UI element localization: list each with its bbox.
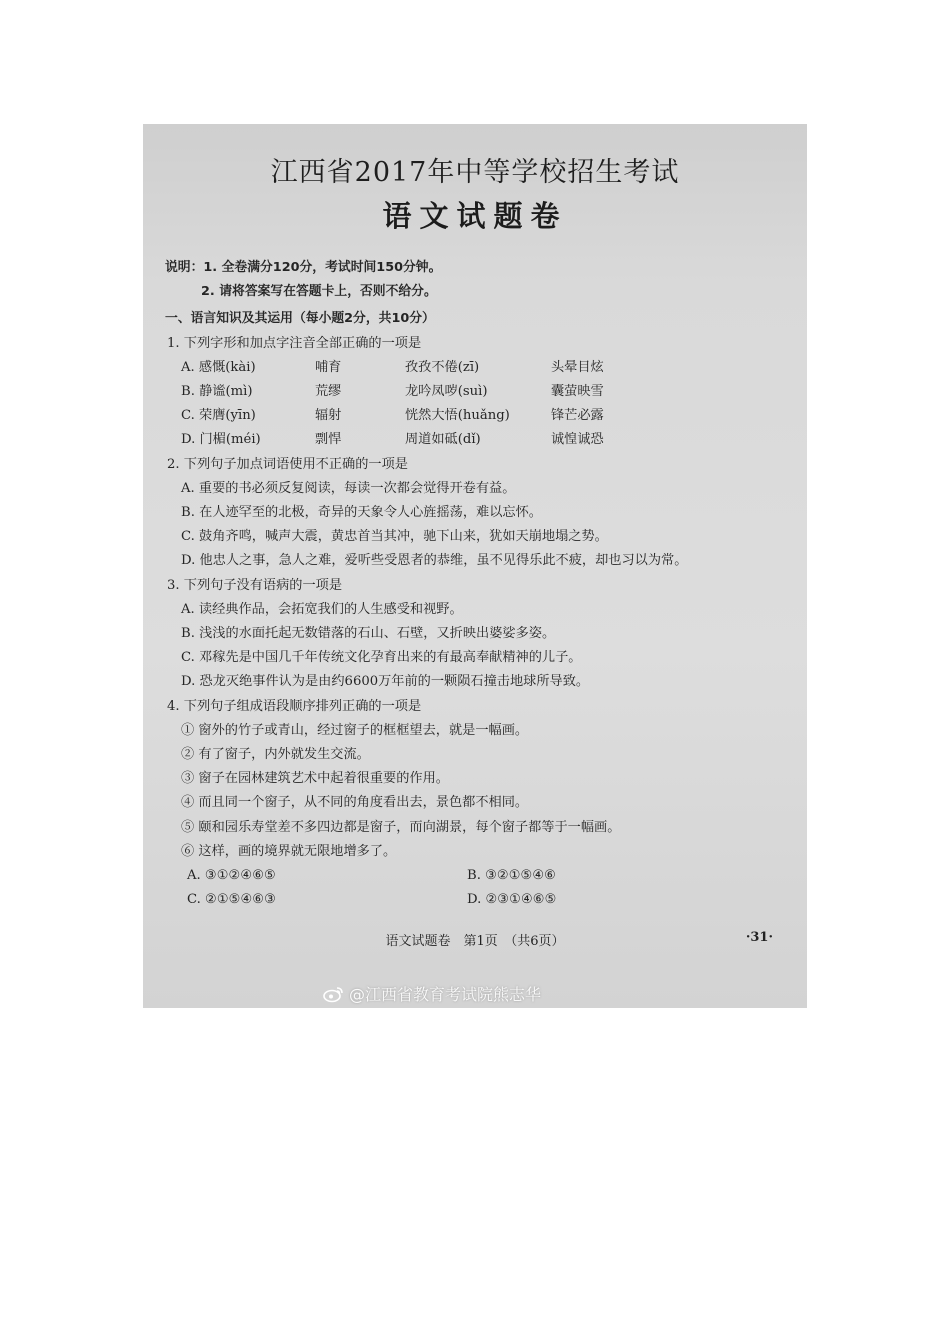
option-cell: 恍然大悟(huǎng) bbox=[405, 408, 510, 424]
question-3-option-b: B. 浅浅的水面托起无数错落的石山、石壁，又折映出婆娑多姿。 bbox=[181, 626, 556, 642]
exam-body bbox=[165, 256, 785, 912]
option-cell: 荒缪 bbox=[315, 384, 342, 400]
option-cell: 诚惶诚恐 bbox=[551, 432, 604, 448]
option-cell: 头晕目炫 bbox=[551, 359, 604, 375]
question-1-row-d bbox=[165, 428, 785, 452]
exam-subtitle: 语文试题卷 bbox=[382, 199, 568, 233]
page-footer: 语文试题卷 第1页 （共6页） bbox=[385, 934, 565, 949]
question-4-sentence-4: ④ 而且同一个窗子，从不同的角度看出去，景色都不相同。 bbox=[181, 795, 529, 811]
instruction-line-2: 2. 请将答案写在答题卡上，否则不给分。 bbox=[201, 284, 437, 300]
question-3-option-d: D. 恐龙灭绝事件认为是由约6600万年前的一颗陨石撞击地球所导致。 bbox=[181, 674, 590, 690]
question-2-option-c: C. 鼓角齐鸣，喊声大震，黄忠首当其冲，驰下山来，犹如天崩地塌之势。 bbox=[181, 529, 608, 545]
question-1-row-b bbox=[165, 380, 785, 404]
question-4-sentence-5: ⑤ 颐和园乐寿堂差不多四边都是窗子，而向湖景，每个窗子都等于一幅画。 bbox=[181, 819, 621, 835]
instruction-line-1: 说明：1. 全卷满分120分，考试时间150分钟。 bbox=[165, 260, 442, 275]
option-cell: 辐射 bbox=[315, 408, 342, 424]
question-3-stem: 3. 下列句子没有语病的一项是 bbox=[167, 577, 343, 593]
section-heading: 一、语言知识及其运用（每小题2分，共10分） bbox=[165, 311, 435, 327]
question-4-choices-ab bbox=[165, 864, 785, 888]
choice-a: A. ③①②④⑥⑤ bbox=[187, 868, 276, 884]
question-2-option-b: B. 在人迹罕至的北极，奇异的天象令人心旌摇荡，难以忘怀。 bbox=[181, 505, 542, 521]
option-cell: C. 荣膺(yīn) bbox=[181, 408, 256, 424]
question-4-choices-cd bbox=[165, 888, 785, 912]
exam-title: 江西省2017年中等学校招生考试 bbox=[270, 157, 680, 188]
question-3-option-c: C. 邓稼先是中国几千年传统文化孕育出来的有最高奉献精神的儿子。 bbox=[181, 650, 582, 666]
question-4-stem: 4. 下列句子组成语段顺序排列正确的一项是 bbox=[167, 698, 422, 714]
option-cell: 剽悍 bbox=[315, 432, 342, 448]
option-cell: 龙吟凤哕(suì) bbox=[405, 384, 488, 400]
question-4-sentence-3: ③ 窗子在园林建筑艺术中起着很重要的作用。 bbox=[181, 771, 449, 787]
question-2-stem: 2. 下列句子加点词语使用不正确的一项是 bbox=[167, 456, 408, 472]
question-3-option-a: A. 读经典作品，会拓宽我们的人生感受和视野。 bbox=[181, 601, 463, 617]
question-1-stem: 1. 下列字形和加点字注音全部正确的一项是 bbox=[167, 335, 422, 351]
option-cell: 囊萤映雪 bbox=[551, 384, 604, 400]
page-number: ·31· bbox=[745, 930, 773, 945]
question-2-option-d: D. 他忠人之事，急人之难，爱听些受恩者的恭维，虽不见得乐此不疲，却也习以为常。 bbox=[181, 553, 688, 569]
question-2-option-a: A. 重要的书必须反复阅读，每读一次都会觉得开卷有益。 bbox=[181, 480, 516, 496]
option-cell: B. 静谧(mì) bbox=[181, 384, 253, 400]
question-1-row-a bbox=[165, 356, 785, 380]
question-4-sentence-2: ② 有了窗子，内外就发生交流。 bbox=[181, 747, 370, 763]
option-cell: 孜孜不倦(zī) bbox=[405, 359, 480, 375]
option-cell: 周道如砥(dǐ) bbox=[405, 432, 481, 448]
exam-photo bbox=[143, 124, 807, 1008]
question-4-sentence-6: ⑥ 这样，画的境界就无限地增多了。 bbox=[181, 843, 397, 859]
choice-b: B. ③②①⑤④⑥ bbox=[467, 868, 557, 884]
choice-d: D. ②③①④⑥⑤ bbox=[467, 892, 557, 908]
option-cell: 锋芒必露 bbox=[551, 408, 604, 424]
question-1-row-c bbox=[165, 404, 785, 428]
question-4-sentence-1: ① 窗外的竹子或青山，经过窗子的框框望去，就是一幅画。 bbox=[181, 722, 529, 738]
watermark bbox=[323, 982, 541, 1005]
watermark-text: @江西省教育考试院熊志华 bbox=[349, 985, 542, 1004]
option-cell: D. 门楣(méi) bbox=[181, 432, 261, 448]
option-cell: 哺育 bbox=[315, 359, 342, 375]
option-cell: A. 感慨(kài) bbox=[181, 359, 256, 375]
choice-c: C. ②①⑤④⑥③ bbox=[187, 892, 276, 908]
weibo-icon bbox=[323, 985, 345, 1003]
